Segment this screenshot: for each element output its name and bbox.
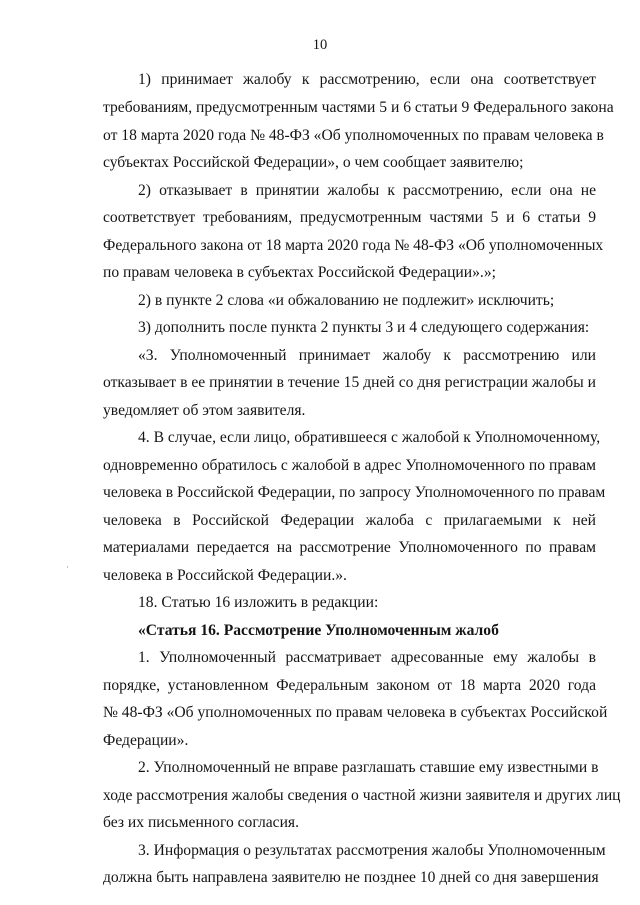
text-line: субъектах Российской Федерации», о чем сообщает заявителю; — [103, 154, 524, 171]
text-line: требованиям, предусмотренным частями 5 и 6 статьи 9 Федерального закона — [103, 99, 614, 116]
article-heading: «Статья 16. Рассмотрение Уполномоченным жалоб — [138, 622, 499, 639]
text-line: одновременно обратилось с жалобой в адрес Уполномоченного по правам — [103, 457, 596, 474]
text-line: отказывает в ее принятии в течение 15 дней со дня регистрации жалобы и — [103, 374, 596, 391]
text-line: Федерального закона от 18 марта 2020 года № 48-ФЗ «Об уполномоченных — [103, 237, 604, 254]
text-line: Федерации». — [103, 732, 189, 749]
text-line: должна быть направлена заявителю не позднее 10 дней со дня завершения — [103, 869, 599, 886]
text-line: человека в Российской Федерации, по запросу Уполномоченного по правам — [103, 484, 606, 501]
text-line: человека в Российской Федерации.». — [103, 567, 347, 584]
text-line: № 48-ФЗ «Об уполномоченных по правам человека в субъектах Российской — [103, 704, 608, 721]
text-line: материалами передается на рассмотрение Уполномоченного по правам — [103, 539, 596, 556]
text-line: порядке, установленном Федеральным законом от 18 марта 2020 года — [103, 677, 596, 694]
text-line: ходе рассмотрения жалобы сведения о частной жизни заявителя и других лиц — [103, 787, 621, 804]
text-line: 2) отказывает в принятии жалобы к рассмотрению, если она не — [138, 182, 596, 199]
text-line: 2) в пункте 2 слова «и обжалованию не подлежит» исключить; — [138, 292, 555, 309]
text-line: 18. Статью 16 изложить в редакции: — [138, 594, 379, 611]
text-line: соответствует требованиям, предусмотренным частями 5 и 6 статьи 9 — [103, 209, 596, 226]
text-line: 2. Уполномоченный не вправе разглашать ставшие ему известными в — [138, 759, 599, 776]
text-line: 1) принимает жалобу к рассмотрению, если она соответствует — [138, 71, 596, 88]
text-line: 3. Информация о результатах рассмотрения жалобы Уполномоченным — [138, 842, 606, 859]
text-line: от 18 марта 2020 года № 48-ФЗ «Об уполномоченных по правам человека в — [103, 127, 604, 144]
text-line: уведомляет об этом заявителя. — [103, 402, 306, 419]
page-number: 10 — [312, 37, 328, 53]
text-line: по правам человека в субъектах Российской Федерации».»; — [103, 264, 496, 281]
scan-mark — [67, 566, 68, 568]
text-line: 1. Уполномоченный рассматривает адресованные ему жалобы в — [138, 649, 596, 666]
text-line: 4. В случае, если лицо, обратившееся с жалобой к Уполномоченному, — [138, 429, 601, 446]
text-line: 3) дополнить после пункта 2 пункты 3 и 4 следующего содержания: — [138, 319, 590, 336]
text-line: «3. Уполномоченный принимает жалобу к рассмотрению или — [138, 347, 596, 364]
text-line: без их письменного согласия. — [103, 814, 300, 831]
text-line: человека в Российской Федерации жалоба с прилагаемыми к ней — [103, 512, 596, 529]
